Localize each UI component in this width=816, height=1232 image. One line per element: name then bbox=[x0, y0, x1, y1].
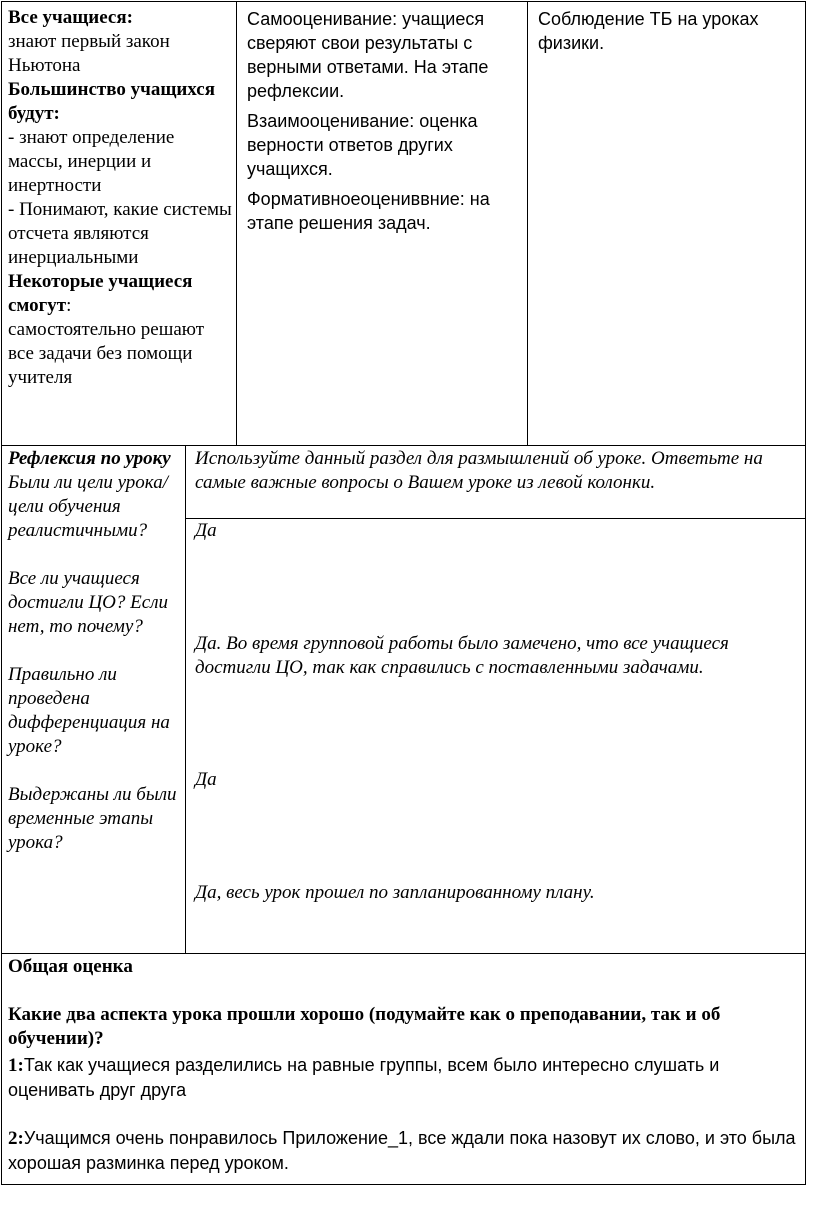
reflection-instruction: Используйте данный раздел для размышлений об уроке. Ответьте на самые важные вопросы о Вашем уроке из левой колонки. bbox=[195, 448, 763, 493]
reflection-answer-3-text: Да bbox=[195, 769, 217, 790]
outcomes-some-text: самостоятельно решают все задачи без помощи учителя bbox=[8, 319, 205, 388]
summary-item-1-text: Так как учащиеся разделились на равные группы, всем было интересно слушать и оценивать друг друга bbox=[8, 1055, 720, 1100]
divider-top-col1 bbox=[236, 1, 237, 446]
reflection-title: Рефлексия по уроку bbox=[8, 448, 171, 469]
reflection-answer-2 bbox=[195, 632, 795, 680]
reflection-answer-4 bbox=[195, 881, 795, 905]
summary-item-2-number: 2: bbox=[8, 1128, 24, 1149]
assessment-self: Самооценивание: учащиеся сверяют свои результаты с верными ответами. На этапе рефлексии. bbox=[247, 9, 489, 101]
summary-item-1 bbox=[8, 1053, 800, 1102]
reflection-questions-cell bbox=[8, 447, 180, 855]
divider-top-col2 bbox=[527, 1, 528, 446]
safety-cell bbox=[538, 7, 800, 55]
outcomes-some-line bbox=[8, 270, 232, 318]
outcomes-cell bbox=[8, 6, 232, 390]
reflection-answer-1-text: Да bbox=[195, 520, 217, 541]
assessment-peer: Взаимооценивание: оценка верности ответов других учащихся. bbox=[247, 111, 478, 179]
summary-item-1-number: 1: bbox=[8, 1055, 24, 1076]
assessment-cell bbox=[247, 7, 519, 235]
outcomes-most-item-2: - Понимают, какие системы отсчета являются инерциальными bbox=[8, 199, 232, 268]
divider-row2 bbox=[1, 953, 806, 954]
reflection-answer-3 bbox=[195, 768, 795, 792]
summary-cell bbox=[8, 955, 800, 1175]
reflection-instruction-cell bbox=[195, 447, 795, 495]
summary-title: Общая оценка bbox=[8, 956, 133, 977]
outcomes-all-heading: Все учащиеся: bbox=[8, 7, 133, 28]
outcomes-all-text: знают первый закон Ньютона bbox=[8, 31, 170, 76]
reflection-answer-4-text: Да, весь урок прошел по запланированному плану. bbox=[195, 882, 595, 903]
outcomes-most-heading: Большинство учащихся будут: bbox=[8, 79, 215, 124]
divider-row1 bbox=[1, 445, 806, 446]
outcomes-most-item-1: - знают определение массы, инерции и инертности bbox=[8, 127, 175, 196]
reflection-question-2: Все ли учащиеся достигли ЦО? Если нет, то почему? bbox=[8, 568, 168, 637]
summary-question: Какие два аспекта урока прошли хорошо (подумайте как о преподавании, так и об обучении)? bbox=[8, 1004, 721, 1049]
outcomes-some-heading: Некоторые учащиеся смогут bbox=[8, 271, 193, 316]
reflection-answer-2-text: Да. Во время групповой работы было замечено, что все учащиеся достигли ЦО, так как справились с поставленными задачами. bbox=[195, 633, 729, 678]
reflection-question-1: Были ли цели урока/цели обучения реалистичными? bbox=[8, 472, 168, 541]
outcomes-some-colon: : bbox=[66, 295, 72, 316]
assessment-formative: Формативноеоцениввние: на этапе решения задач. bbox=[247, 189, 490, 233]
reflection-question-4: Выдержаны ли были временные этапы урока? bbox=[8, 784, 177, 853]
reflection-question-3: Правильно ли проведена дифференциация на уроке? bbox=[8, 664, 170, 757]
safety-text: Соблюдение ТБ на уроках физики. bbox=[538, 9, 759, 53]
summary-item-2-text: Учащимся очень понравилось Приложение_1, все ждали пока назовут их слово, и это была хорошая разминка перед уроком. bbox=[8, 1128, 796, 1173]
reflection-answer-1 bbox=[195, 519, 795, 543]
divider-reflection-col bbox=[185, 445, 186, 954]
summary-item-2 bbox=[8, 1126, 800, 1175]
